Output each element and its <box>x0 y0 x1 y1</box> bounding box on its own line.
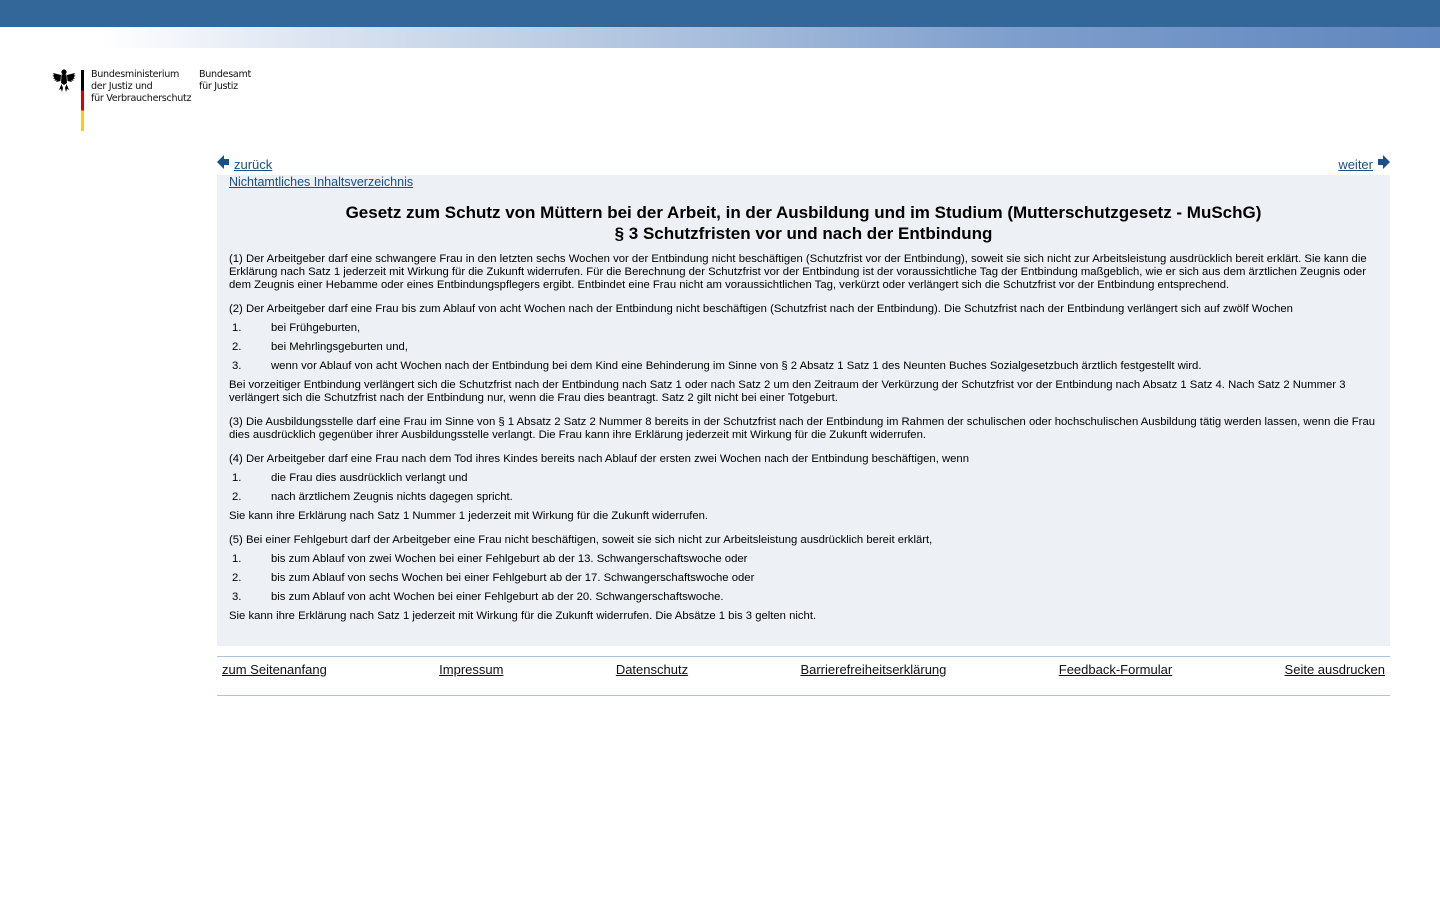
imprint-link[interactable]: Impressum <box>439 662 504 677</box>
back-nav <box>217 155 272 172</box>
list-number: 2. <box>232 572 242 584</box>
federal-eagle-icon <box>52 68 76 94</box>
paragraph-4-continuation: Sie kann ihre Erklärung nach Satz 1 Nummer 1 jederzeit mit Wirkung für die Zukunft widerrufen. <box>229 510 709 522</box>
list-text: bei Mehrlingsgeburten und, <box>271 341 408 353</box>
list-item <box>229 360 1379 373</box>
list-text: bis zum Ablauf von acht Wochen bei einer Fehlgeburt ab der 20. Schwangerschaftswoche. <box>271 591 724 603</box>
arrow-left-icon[interactable] <box>217 155 229 169</box>
list-text: die Frau dies ausdrücklich verlangt und <box>271 472 468 484</box>
list-number: 2. <box>232 491 242 503</box>
footer-nav <box>222 662 1385 677</box>
paragraph-4: (4) Der Arbeitgeber darf eine Frau nach dem Tod ihres Kindes bereits nach Ablauf der ersten zwei Wochen nach der Entbindung beschäftigen, wenn <box>229 453 969 465</box>
list-number: 1. <box>232 472 242 484</box>
german-flag-stripe <box>81 70 84 131</box>
paragraph-2-continuation: Bei vorzeitiger Entbindung verlängert sich die Schutzfrist nach der Entbindung nach Satz 1 oder nach Satz 2 um den Zeitraum der Verkürzung der Schutzfrist vor der Entbindung nach Absatz 1 Satz 4. Nach Satz 2 Nummer 3 verlängert sich die Schutzfrist nach der Entbindung nur, wenn die Frau dies beantragt. Satz 2 gilt nicht bei einer Totgeburt. <box>229 379 1346 404</box>
gradient-banner-bar <box>0 27 1440 48</box>
list-text: wenn vor Ablauf von acht Wochen nach der Entbindung bei dem Kind eine Behinderung im Sinne von § 2 Absatz 1 Satz 1 des Neunten Buches Sozialgesetzbuch ärztlich festgestellt wird. <box>271 360 1202 372</box>
list-item <box>229 572 1379 585</box>
paragraph-5-continuation: Sie kann ihre Erklärung nach Satz 1 jederzeit mit Wirkung für die Zukunft widerrufen. Die Absätze 1 bis 3 gelten nicht. <box>229 610 817 622</box>
list-number: 3. <box>232 591 242 603</box>
federal-office-name: Bundesamt für Justiz <box>199 69 252 92</box>
list-item <box>229 591 1379 604</box>
law-text <box>229 253 1379 623</box>
paragraph-1: (1) Der Arbeitgeber darf eine schwangere Frau in den letzten sechs Wochen vor der Entbindung nicht beschäftigen (Schutzfrist vor der Entbindung), soweit sie sich nicht zur Arbeitsleistung ausdrücklich bereit erklärt. Sie kann die Erklärung nach Satz 1 jederzeit mit Wirkung für die Zukunft widerrufen. Für die Berechnung der Schutzfrist vor der Entbindung ist der voraussichtliche Tag der Entbindung maßgeblich, wie er sich aus dem ärztlichen Zeugnis oder dem Zeugnis einer Hebamme oder eines Entbindungspflegers ergibt. Entbindet eine Frau nicht am voraussichtlichen Tag, verkürzt oder verlängert sich die Schutzfrist vor der Entbindung entsprechend. <box>229 253 1367 291</box>
footer-divider-bottom <box>217 695 1390 696</box>
list-item <box>229 472 1379 485</box>
list-number: 1. <box>232 322 242 334</box>
list-text: bis zum Ablauf von zwei Wochen bei einer Fehlgeburt ab der 13. Schwangerschaftswoche oder <box>271 553 748 565</box>
list-item <box>229 322 1379 335</box>
footer-divider-top <box>217 656 1390 657</box>
back-link[interactable]: zurück <box>234 157 273 172</box>
feedback-form-link[interactable]: Feedback-Formular <box>1058 662 1173 677</box>
list-item <box>229 553 1379 566</box>
forward-nav <box>1338 155 1390 172</box>
list-item <box>229 341 1379 354</box>
forward-link[interactable]: weiter <box>1338 157 1373 172</box>
pagination-nav <box>217 155 1390 174</box>
list-number: 3. <box>232 360 242 372</box>
ministry-logo[interactable] <box>52 68 252 132</box>
list-number: 1. <box>232 553 242 565</box>
list-number: 2. <box>232 341 242 353</box>
top-banner-bar <box>0 0 1440 27</box>
paragraph-3: (3) Die Ausbildungsstelle darf eine Frau im Sinne von § 1 Absatz 2 Satz 2 Nummer 8 bereits in der Schutzfrist nach der Entbindung im Rahmen der schulischen oder hochschulischen Ausbildung tätig werden lassen, wenn die Frau dies ausdrücklich gegenüber ihrer Ausbildungsstelle verlangt. Die Frau kann ihre Erklärung jederzeit mit Wirkung für die Zukunft widerrufen. <box>229 416 1376 441</box>
print-page-link[interactable]: Seite ausdrucken <box>1284 662 1385 677</box>
list-text: nach ärztlichem Zeugnis nichts dagegen spricht. <box>271 491 513 503</box>
paragraph-5: (5) Bei einer Fehlgeburt darf der Arbeitgeber eine Frau nicht beschäftigen, soweit sie sich nicht zur Arbeitsleistung ausdrücklich bereit erklärt, <box>229 534 933 546</box>
paragraph-2: (2) Der Arbeitgeber darf eine Frau bis zum Ablauf von acht Wochen nach der Entbindung nicht beschäftigen (Schutzfrist nach der Entbindung). Die Schutzfrist nach der Entbindung verlängert sich auf zwölf Wochen <box>229 303 1293 315</box>
list-text: bei Frühgeburten, <box>271 322 361 334</box>
list-text: bis zum Ablauf von sechs Wochen bei einer Fehlgeburt ab der 17. Schwangerschaftswoche oder <box>271 572 755 584</box>
ministry-name: Bundesministerium der Justiz und für Verbraucherschutz <box>91 69 192 104</box>
accessibility-statement-link[interactable]: Barrierefreiheitserklärung <box>800 662 947 677</box>
list-item <box>229 491 1379 504</box>
law-heading <box>217 202 1390 244</box>
arrow-right-icon[interactable] <box>1378 155 1390 169</box>
privacy-link[interactable]: Datenschutz <box>615 662 689 677</box>
section-title: § 3 Schutzfristen vor und nach der Entbindung <box>614 224 993 243</box>
law-content-panel <box>217 175 1390 646</box>
back-to-top-link[interactable]: zum Seitenanfang <box>222 662 327 677</box>
law-title: Gesetz zum Schutz von Müttern bei der Arbeit, in der Ausbildung und im Studium (Mutterschutzgesetz - MuSchG) <box>345 203 1262 222</box>
table-of-contents-link[interactable]: Nichtamtliches Inhaltsverzeichnis <box>229 175 414 189</box>
